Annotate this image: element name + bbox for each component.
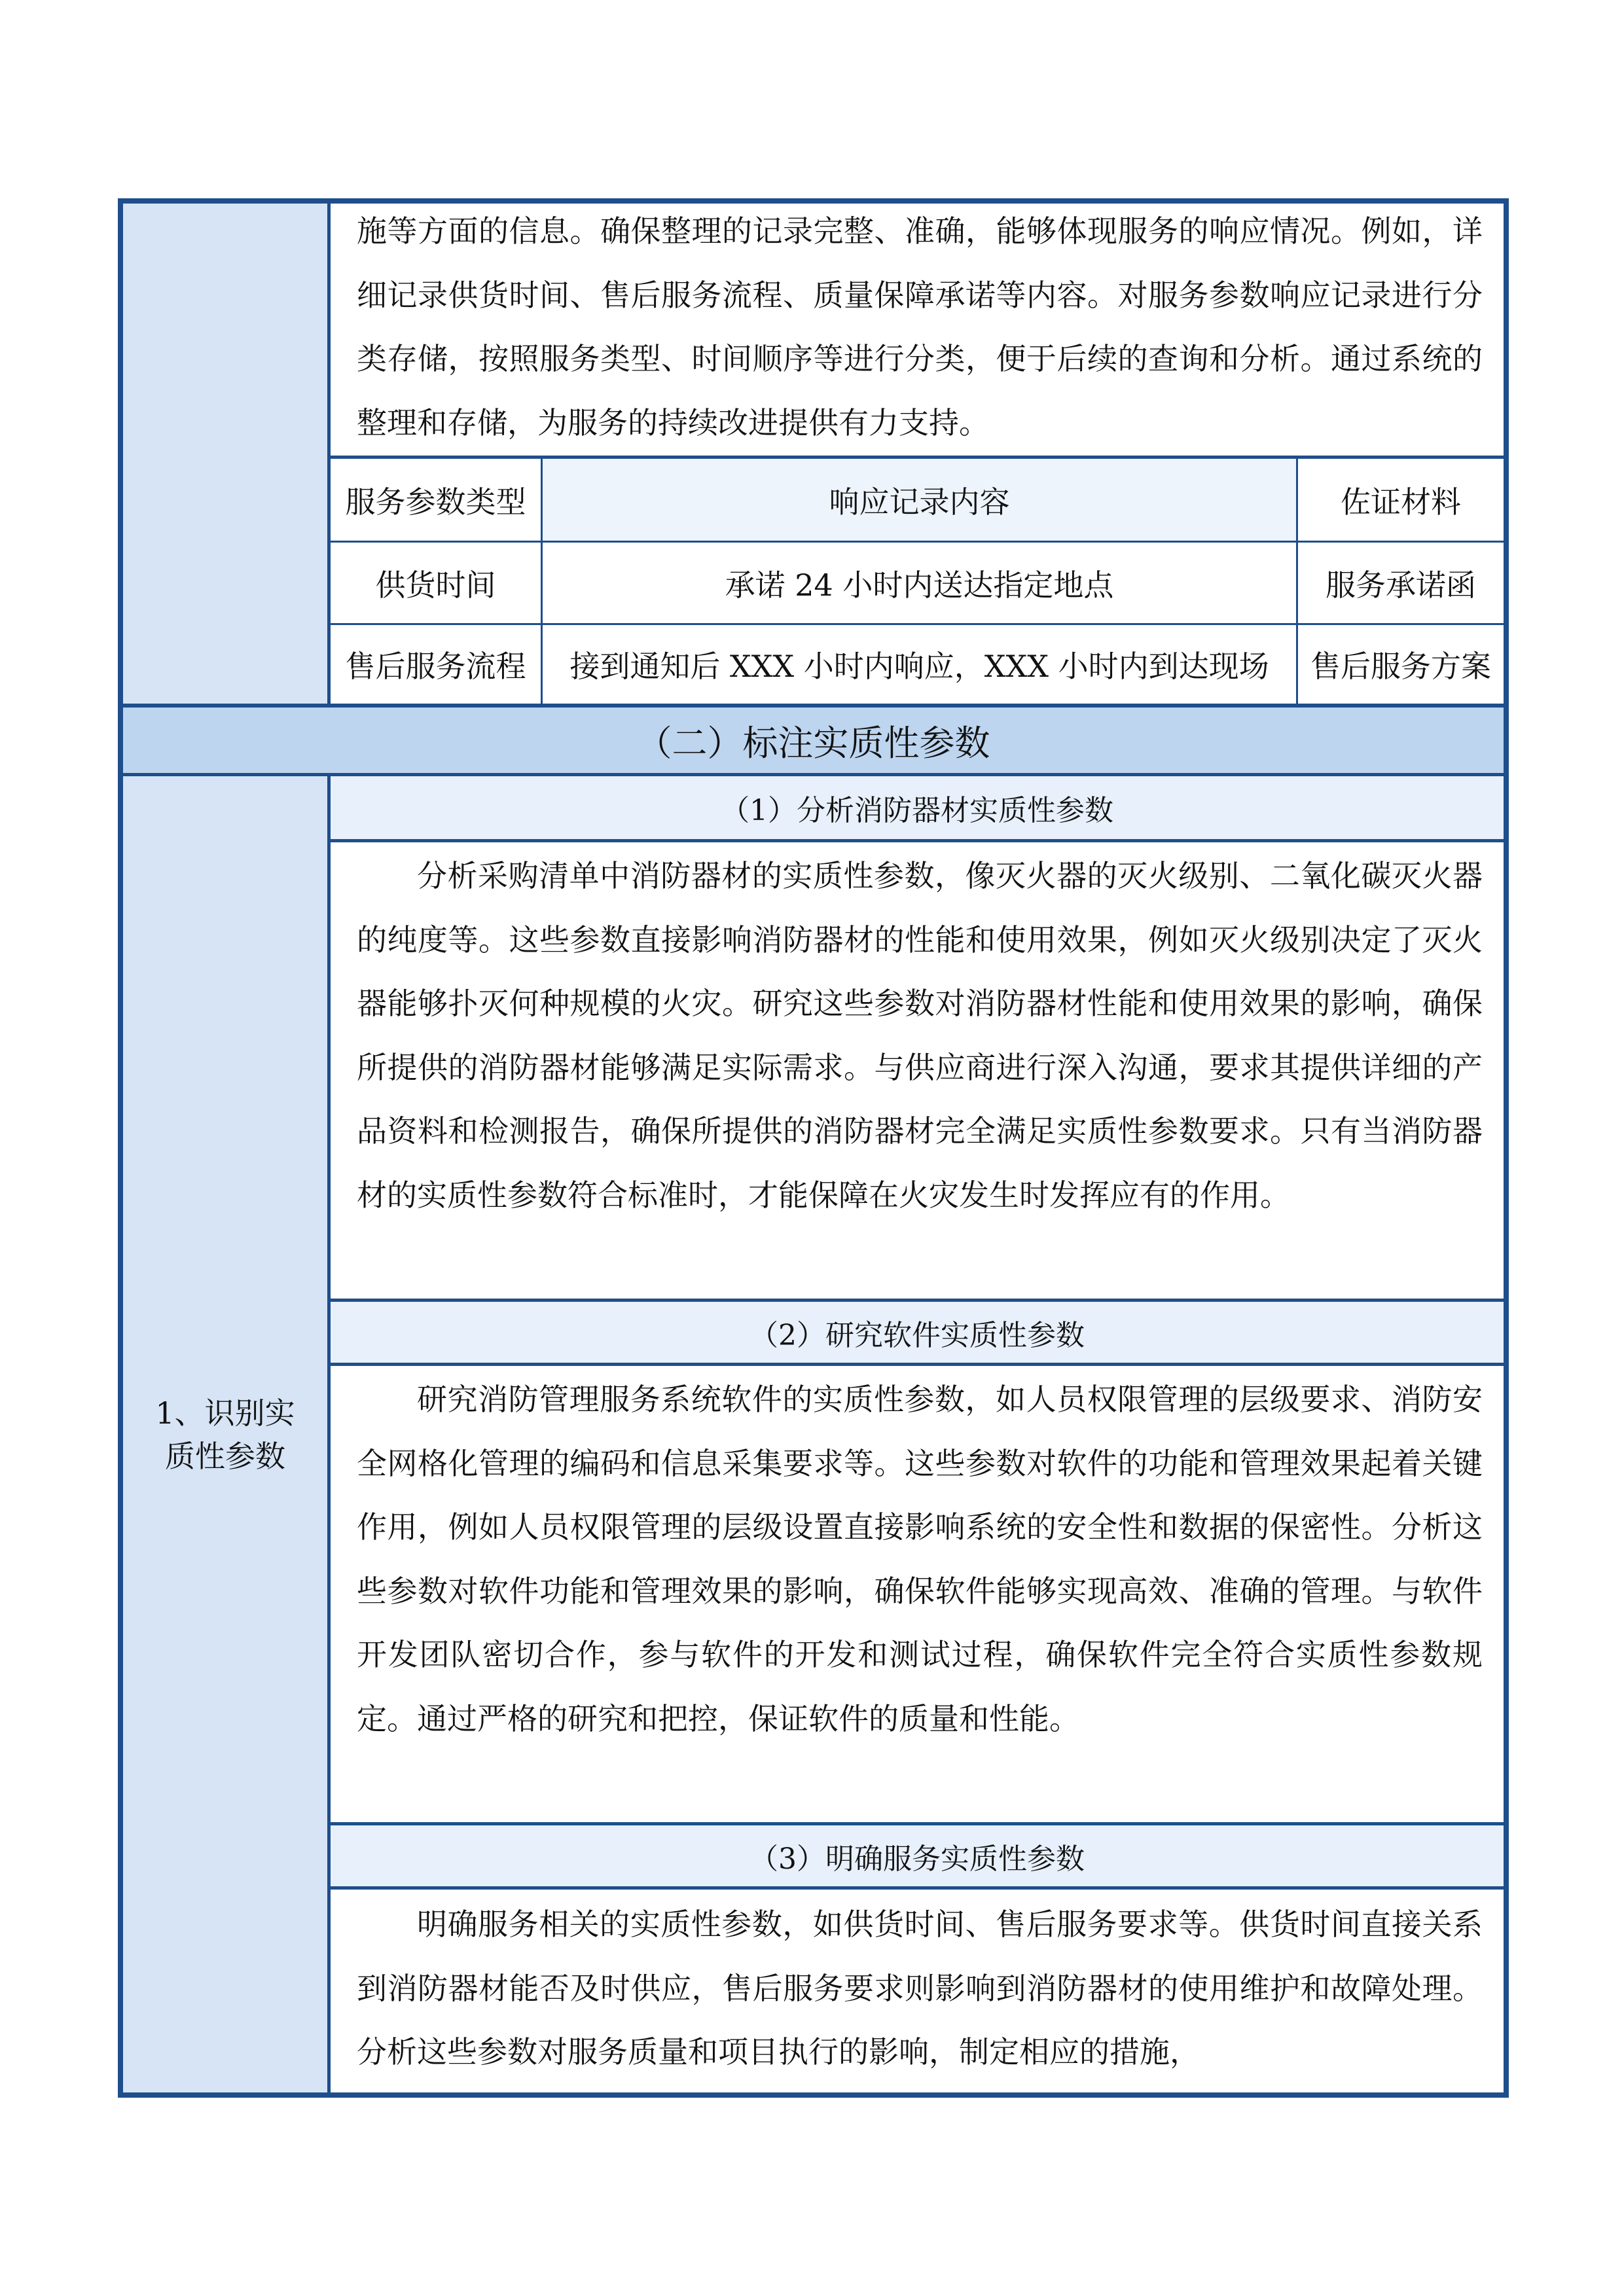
table-cell: 售后服务流程 — [345, 649, 526, 684]
subsection-3-text: 明确服务相关的实质性参数，如供货时间、售后服务要求等。供货时间直接关系到消防器材能否及时供应，售后服务要求则影响到消防器材的使用维护和故障处理。分析这些参数对服务质量和项目执行的影响，制定相应的措施， — [357, 1907, 1483, 2070]
subsection-3-title: （3）明确服务实质性参数 — [749, 1842, 1085, 1876]
subsection-1-divider — [331, 839, 1504, 842]
table-cell: 供货时间 — [375, 567, 496, 603]
table-header-evidence: 佐证材料 — [1341, 484, 1461, 520]
table-cell: 承诺 24 小时内送达指定地点 — [725, 567, 1114, 603]
subsection-3-divider — [331, 1886, 1504, 1890]
table-cell: 售后服务方案 — [1310, 649, 1491, 684]
subsection-3-header — [331, 1825, 1504, 1886]
left-label-text: 1、识别实质性参数 — [155, 1395, 295, 1474]
section-title-bar — [123, 708, 1504, 773]
left-column-label — [123, 776, 327, 2092]
subsection-2-divider — [331, 1363, 1504, 1366]
left-column-top — [123, 204, 327, 704]
subsection-2-paragraph — [357, 1368, 1483, 1751]
subsection-1-header — [331, 776, 1504, 839]
subsection-1-title: （1）分析消防器材实质性参数 — [721, 794, 1113, 827]
subsection-2-header — [331, 1302, 1504, 1363]
table-header-content: 响应记录内容 — [829, 484, 1010, 520]
table-header-type: 服务参数类型 — [345, 484, 526, 520]
column-divider-bottom — [327, 776, 331, 2092]
subsection-3-paragraph — [357, 1893, 1483, 2085]
top-paragraph — [357, 200, 1483, 455]
table-cell: 接到通知后 XXX 小时内响应，XXX 小时内到达现场 — [569, 649, 1269, 684]
subsection-1-text: 分析采购清单中消防器材的实质性参数，像灭火器的灭火级别、二氧化碳灭火器的纯度等。这些参数直接影响消防器材的性能和使用效果，例如灭火级别决定了灭火器能够扑灭何种规模的火灾。研究这些参数对消防器材性能和使用效果的影响，确保所提供的消防器材能够满足实际需求。与供应商进行深入沟通，要求其提供详细的产品资料和检测报告，确保所提供的消防器材完全满足实质性参数要求。只有当消防器材的实质性参数符合标准时，才能保障在火灾发生时发挥应有的作用。 — [357, 858, 1483, 1213]
top-paragraph-text: 施等方面的信息。确保整理的记录完整、准确，能够体现服务的响应情况。例如，详细记录供货时间、售后服务流程、质量保障承诺等内容。对服务参数响应记录进行分类存储，按照服务类型、时间顺序等进行分类，便于后续的查询和分析。通过系统的整理和存储，为服务的持续改进提供有力支持。 — [357, 213, 1483, 440]
subsection-2-text: 研究消防管理服务系统软件的实质性参数，如人员权限管理的层级要求、消防安全网格化管理的编码和信息采集要求等。这些参数对软件的功能和管理效果起着关键作用，例如人员权限管理的层级设置直接影响系统的安全性和数据的保密性。分析这些参数对软件功能和管理效果的影响，确保软件能够实现高效、准确的管理。与软件开发团队密切合作，参与软件的开发和测试过程，确保软件完全符合实质性参数规定。通过严格的研究和把控，保证软件的质量和性能。 — [357, 1382, 1483, 1736]
subsection-1-paragraph — [357, 844, 1483, 1227]
section-title: （二）标注实质性参数 — [636, 722, 990, 764]
subsection-2-title: （2）研究软件实质性参数 — [749, 1318, 1085, 1352]
table-cell: 服务承诺函 — [1326, 567, 1476, 603]
